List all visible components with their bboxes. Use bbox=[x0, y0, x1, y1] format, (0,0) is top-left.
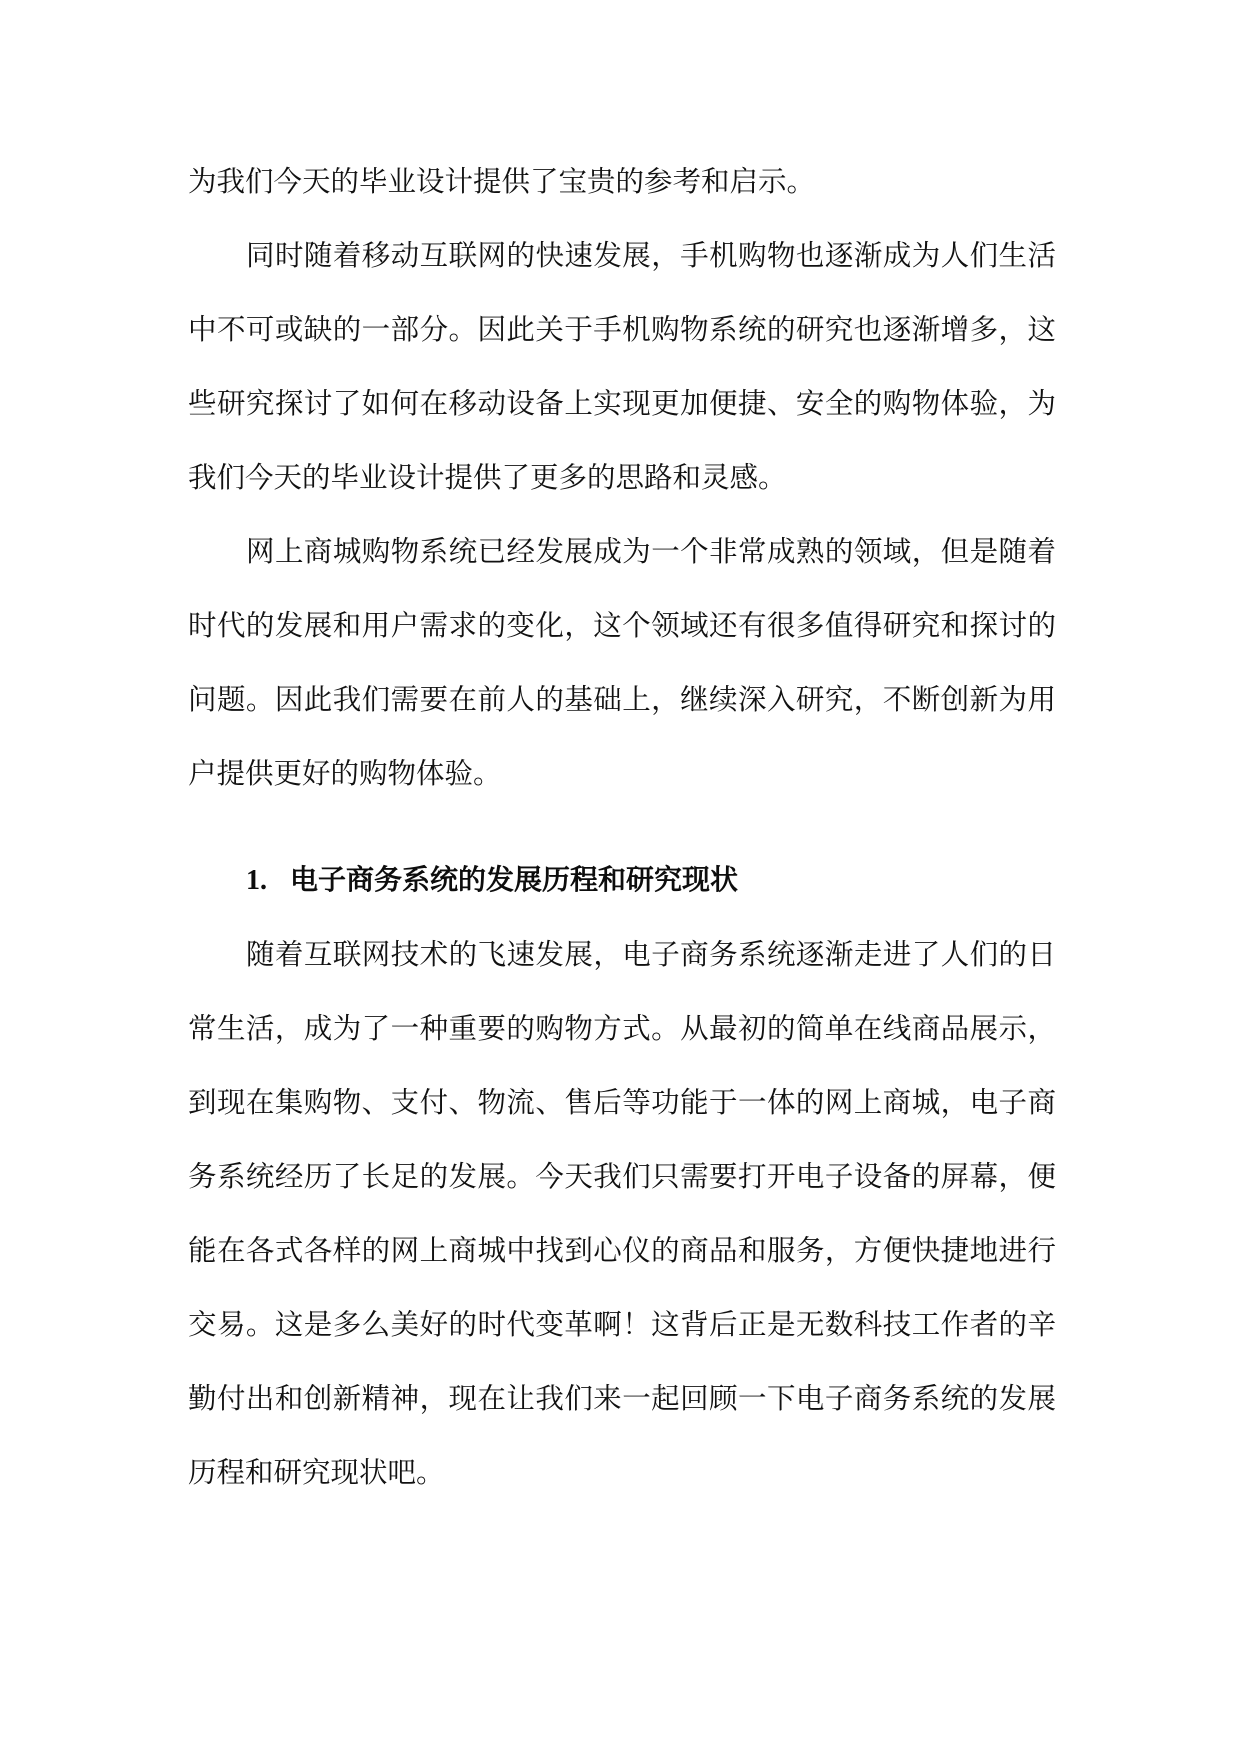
section-gap bbox=[188, 811, 1056, 841]
section-number: 1. bbox=[246, 865, 267, 896]
paragraph-ecommerce-history: 随着互联网技术的飞速发展，电子商务系统逐渐走进了人们的日常生活，成为了一种重要的购物方式。从最初的简单在线商品展示，到现在集购物、支付、物流、售后等功能于一体的网上商城，电子商务系统经历了长足的发展。今天我们只需要打开电子设备的屏幕，便能在各式各样的网上商城中找到心仪的商品和服务，方便快捷地进行交易。这是多么美好的时代变革啊！这背后正是无数科技工作者的辛勤付出和创新精神，现在让我们来一起回顾一下电子商务系统的发展历程和研究现状吧。 bbox=[188, 938, 1056, 1489]
section-title: 电子商务系统的发展历程和研究现状 bbox=[290, 863, 739, 896]
paragraph-continuation: 为我们今天的毕业设计提供了宝贵的参考和启示。 bbox=[188, 165, 816, 198]
section-heading bbox=[188, 843, 1056, 918]
paragraph-mature-field: 网上商城购物系统已经发展成为一个非常成熟的领域，但是随着时代的发展和用户需求的变化，这个领域还有很多值得研究和探讨的问题。因此我们需要在前人的基础上，继续深入研究，不断创新为用户提供更好的购物体验。 bbox=[188, 535, 1056, 790]
document-body bbox=[188, 145, 1056, 1510]
paragraph-mobile-shopping: 同时随着移动互联网的快速发展，手机购物也逐渐成为人们生活中不可或缺的一部分。因此关于手机购物系统的研究也逐渐增多，这些研究探讨了如何在移动设备上实现更加便捷、安全的购物体验，为我们今天的毕业设计提供了更多的思路和灵感。 bbox=[188, 239, 1056, 494]
